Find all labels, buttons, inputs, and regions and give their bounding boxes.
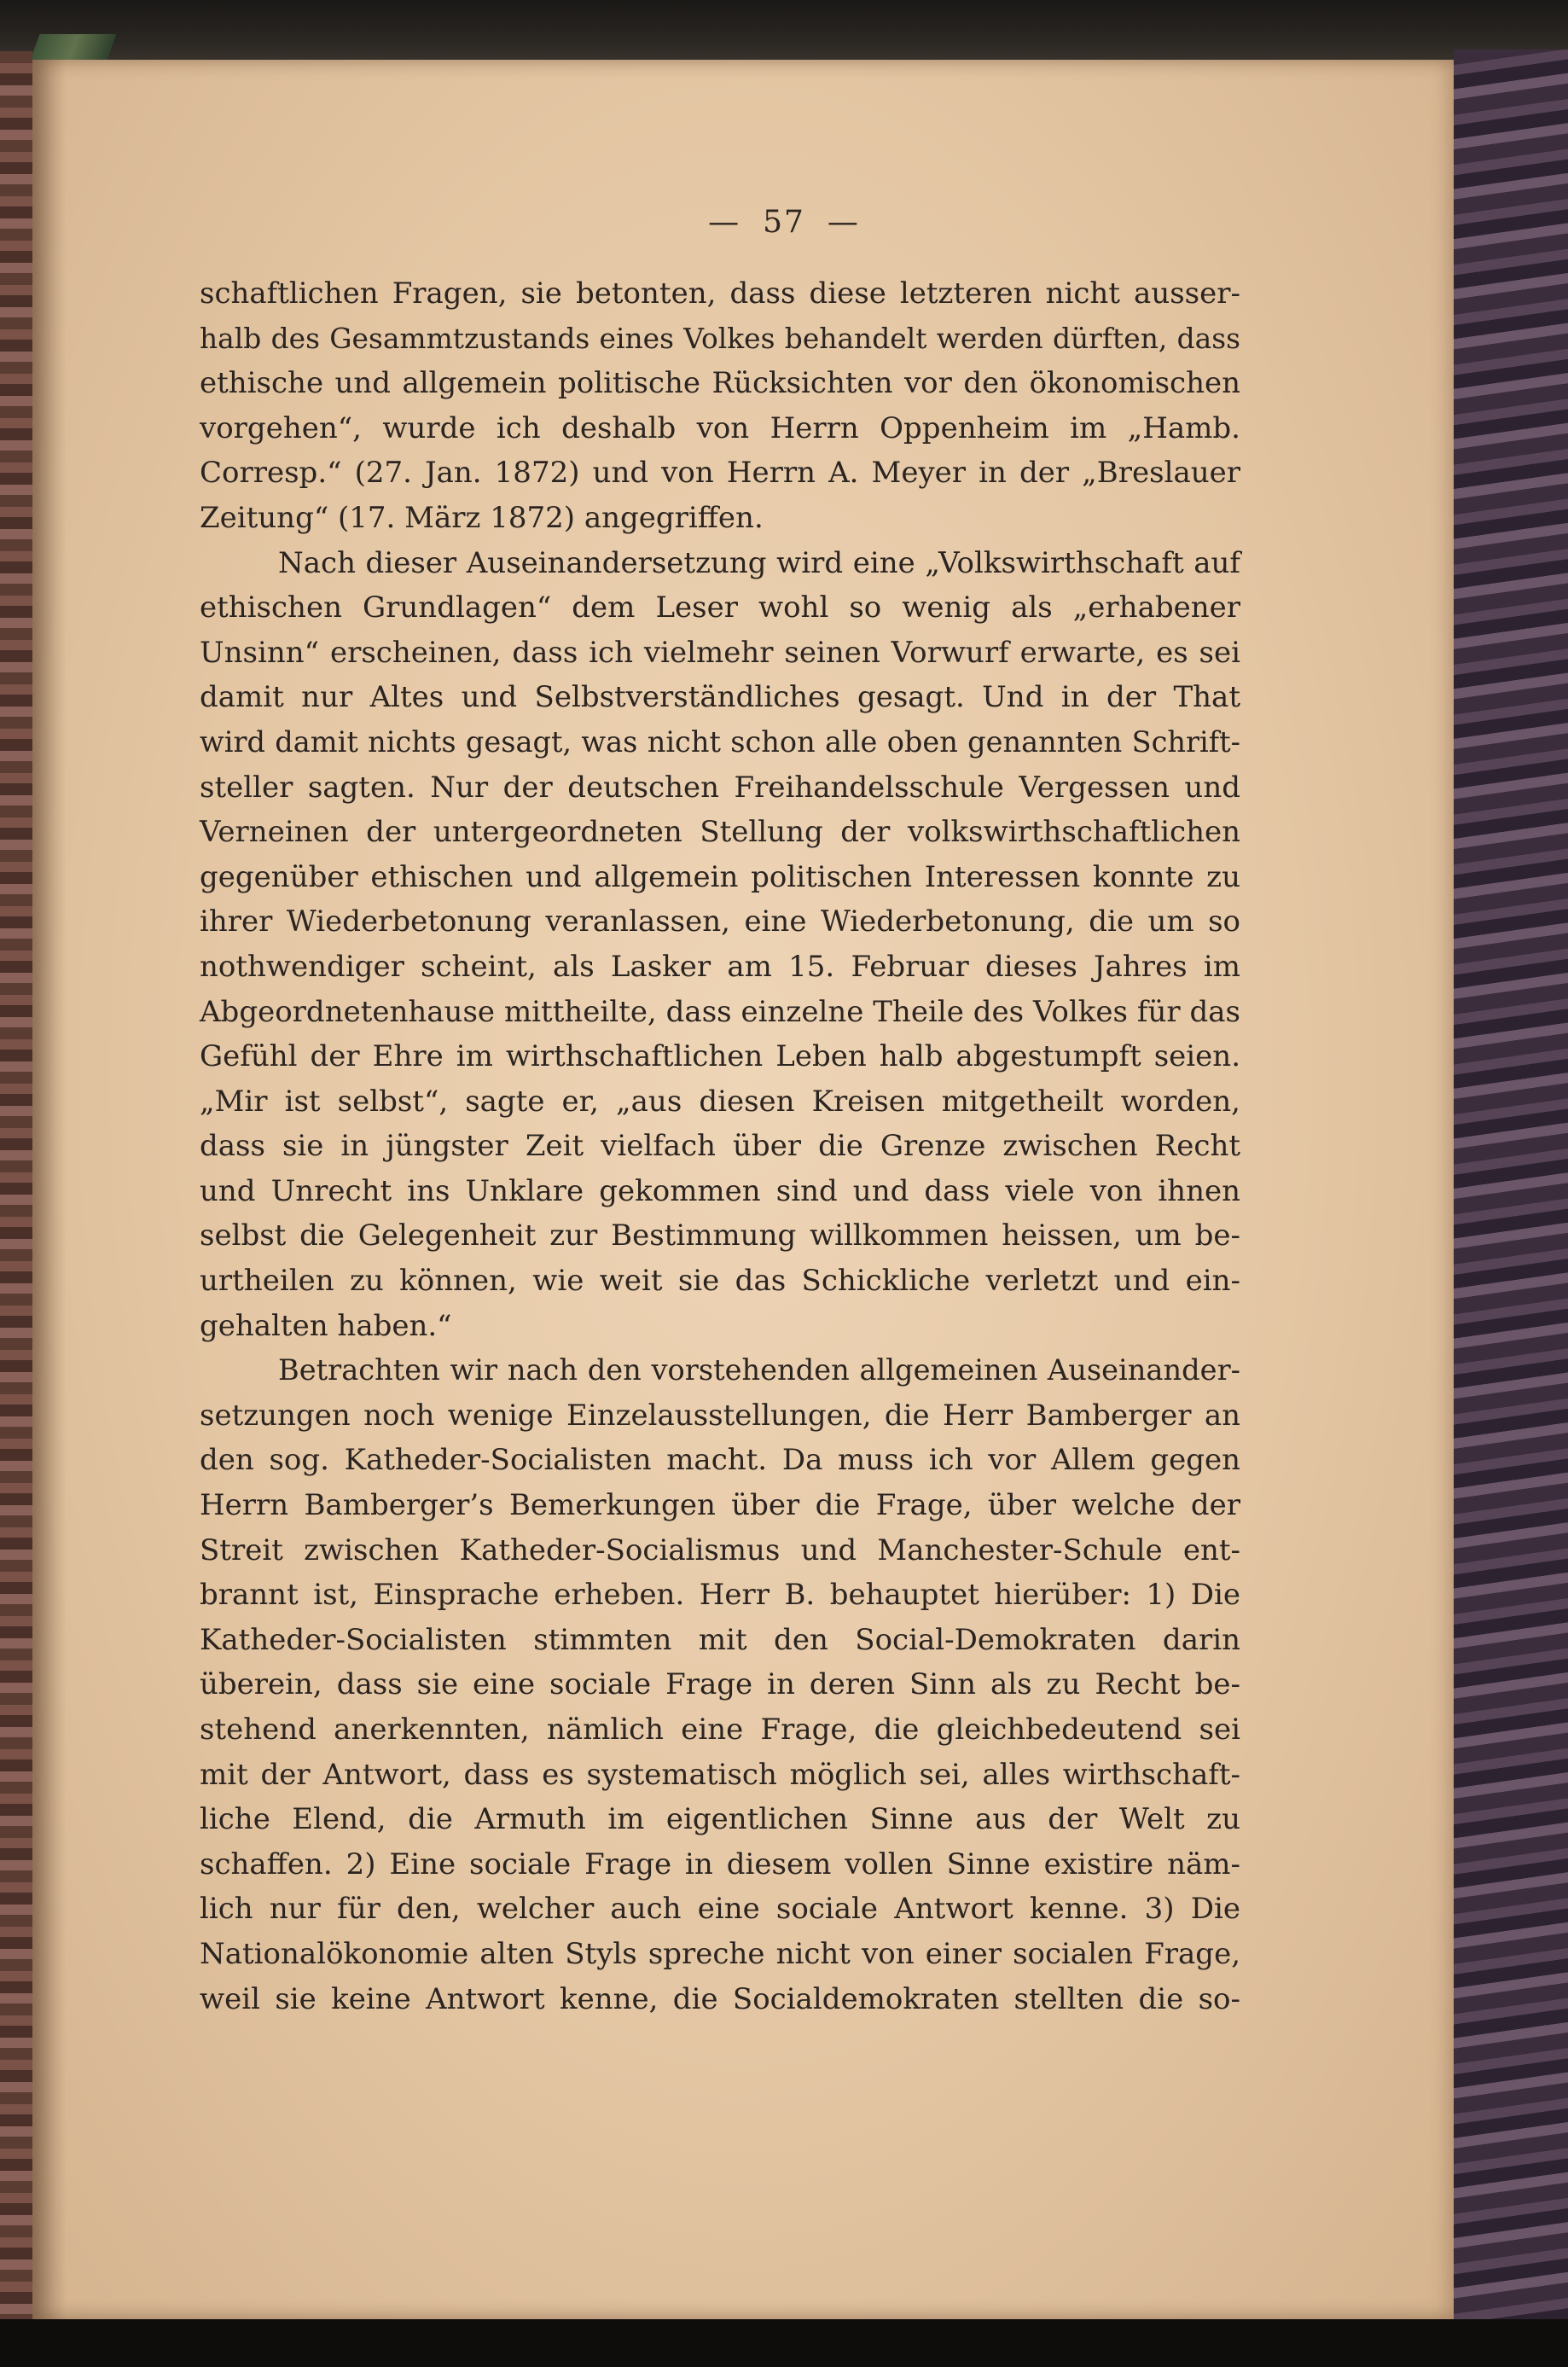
text-line: Abgeordnetenhause mittheilte, dass einzelne Theile des Volkes für das bbox=[200, 994, 1240, 1029]
text-line: vorgehen“, wurde ich deshalb von Herrn Oppenheim im „Hamb. bbox=[200, 410, 1240, 445]
scan-bottom-margin bbox=[0, 2319, 1568, 2367]
text-line: weil sie keine Antwort kenne, die Socialdemokraten stellten die so- bbox=[200, 1981, 1240, 2016]
text-line: urtheilen zu können, wie weit sie das Schickliche verletzt und ein- bbox=[200, 1264, 1240, 1299]
text-line: liche Elend, die Armuth im eigentlichen Sinne aus der Welt zu bbox=[200, 1802, 1240, 1837]
page-number-dash-right: — bbox=[827, 205, 860, 240]
page-number-value: 57 bbox=[763, 205, 805, 240]
left-book-edge bbox=[0, 51, 32, 2321]
text-line: brannt ist, Einsprache erheben. Herr B. behauptet hierüber: 1) Die bbox=[200, 1578, 1240, 1613]
text-line: Gefühl der Ehre im wirthschaftlichen Leben halb abgestumpft seien. bbox=[200, 1039, 1240, 1074]
text-line: halb des Gesammtzustands eines Volkes behandelt werden dürften, dass bbox=[200, 321, 1240, 355]
text-line: Nach dieser Auseinandersetzung wird eine „Volkswirthschaft auf bbox=[278, 545, 1240, 580]
text-line: den sog. Katheder-Socialisten macht. Da muss ich vor Allem gegen bbox=[200, 1443, 1240, 1478]
right-book-cover bbox=[1454, 49, 1568, 2319]
text-line: Corresp.“ (27. Jan. 1872) und von Herrn A. Meyer in der „Breslauer bbox=[200, 456, 1240, 491]
text-line: schaffen. 2) Eine sociale Frage in diesem vollen Sinne existire näm- bbox=[200, 1846, 1240, 1881]
text-line: wird damit nichts gesagt, was nicht schon alle oben genannten Schrift- bbox=[200, 724, 1240, 759]
text-line: damit nur Altes und Selbstverständliches gesagt. Und in der That bbox=[200, 680, 1240, 715]
text-line: gegenüber ethischen und allgemein politischen Interessen konnte zu bbox=[200, 859, 1240, 894]
text-line: schaftlichen Fragen, sie betonten, dass diese letzteren nicht ausser- bbox=[200, 276, 1240, 311]
text-line: Katheder-Socialisten stimmten mit den Social-Demokraten darin bbox=[200, 1622, 1240, 1657]
page-gutter-shadow bbox=[32, 60, 67, 2319]
text-line: nothwendiger scheint, als Lasker am 15. Februar dieses Jahres im bbox=[200, 949, 1240, 984]
text-line: Verneinen der untergeordneten Stellung der volkswirthschaftlichen bbox=[200, 815, 1240, 850]
text-line: lich nur für den, welcher auch eine sociale Antwort kenne. 3) Die bbox=[200, 1892, 1240, 1927]
text-line: Zeitung“ (17. März 1872) angegriffen. bbox=[200, 500, 764, 535]
text-line: Betrachten wir nach den vorstehenden allgemeinen Auseinander- bbox=[278, 1353, 1240, 1387]
scan-top-margin bbox=[0, 0, 1568, 67]
text-line: ethische und allgemein politische Rücksichten vor den ökonomischen bbox=[200, 366, 1240, 401]
text-line: setzungen noch wenige Einzelausstellungen, die Herr Bamberger an bbox=[200, 1398, 1240, 1433]
body-text bbox=[200, 271, 1240, 2021]
text-line: stehend anerkennten, nämlich eine Frage, die gleichbedeutend sei bbox=[200, 1713, 1240, 1747]
text-line: Herrn Bamberger’s Bemerkungen über die Frage, über welche der bbox=[200, 1488, 1240, 1523]
page-number bbox=[0, 205, 1568, 240]
text-line: steller sagten. Nur der deutschen Freihandelsschule Vergessen und bbox=[200, 770, 1240, 805]
text-line: „Mir ist selbst“, sagte er, „aus diesen Kreisen mitgetheilt worden, bbox=[200, 1084, 1240, 1119]
text-line: Nationalökonomie alten Styls spreche nicht von einer socialen Frage, bbox=[200, 1936, 1240, 1971]
text-line: Unsinn“ erscheinen, dass ich vielmehr seinen Vorwurf erwarte, es sei bbox=[200, 635, 1240, 670]
text-line: dass sie in jüngster Zeit vielfach über die Grenze zwischen Recht bbox=[200, 1129, 1240, 1164]
text-line: mit der Antwort, dass es systematisch möglich sei, alles wirthschaft- bbox=[200, 1757, 1240, 1792]
text-line: selbst die Gelegenheit zur Bestimmung willkommen heissen, um be- bbox=[200, 1218, 1240, 1253]
text-line: und Unrecht ins Unklare gekommen sind und dass viele von ihnen bbox=[200, 1173, 1240, 1208]
text-line: ethischen Grundlagen“ dem Leser wohl so wenig als „erhabener bbox=[200, 590, 1240, 625]
text-line: gehalten haben.“ bbox=[200, 1308, 452, 1343]
text-line: Streit zwischen Katheder-Socialismus und Manchester-Schule ent- bbox=[200, 1532, 1240, 1567]
text-line: überein, dass sie eine sociale Frage in deren Sinn als zu Recht be- bbox=[200, 1667, 1240, 1702]
text-line: ihrer Wiederbetonung veranlassen, eine Wiederbetonung, die um so bbox=[200, 904, 1240, 939]
page-number-dash-left: — bbox=[708, 205, 741, 240]
